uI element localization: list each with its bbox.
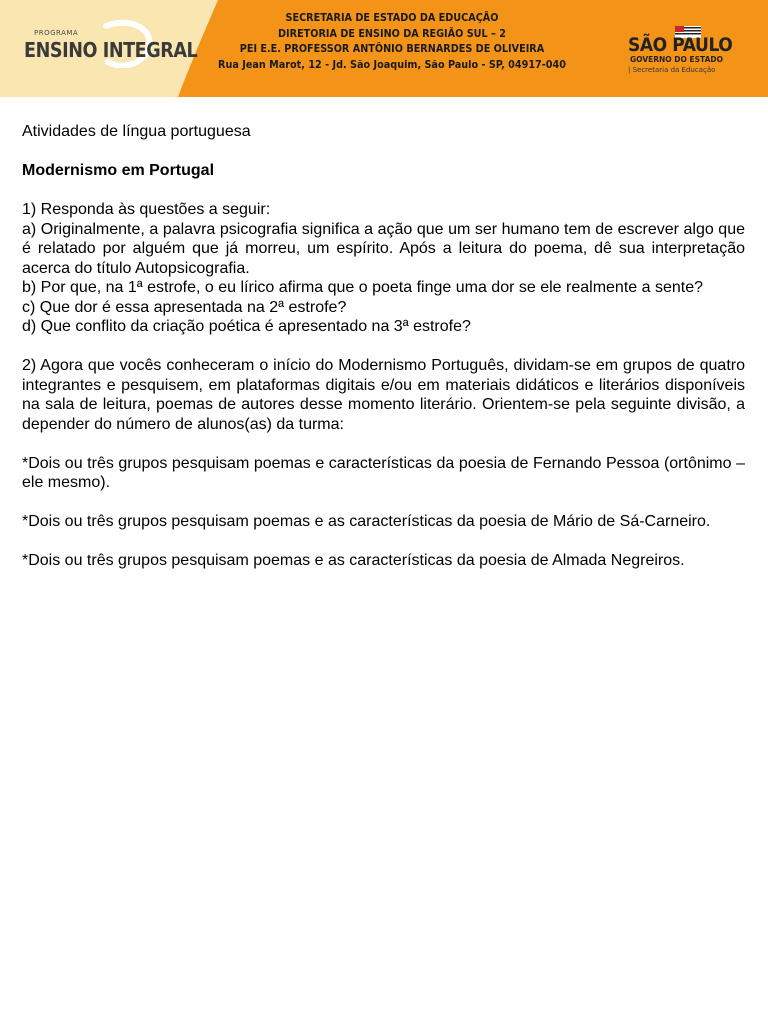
state-logo-secretaria: | Secretaria da Educação: [628, 66, 716, 74]
question-2: 2) Agora que vocês conheceram o início do Modernismo Português, dividam-se em grupos de quatro integrantes e pesquisem, em plataformas digitais e/ou em materiais didáticos e literários disponíveis na sala de leitura, poemas de autores desse momento literário. Orientem-se pela seguinte divisão, a depender do número de alunos(as) da turma:: [22, 357, 745, 433]
header-line-secretaria: SECRETARIA DE ESTADO DA EDUCAÇÃO: [285, 12, 499, 24]
page-header: [0, 0, 768, 97]
question-1b: b) Por que, na 1ª estrofe, o eu lírico afirma que o poeta finge uma dor se ele realmente a sente?: [22, 279, 703, 296]
logo-program-label: PROGRAMA: [34, 29, 79, 37]
header-line-diretoria: DIRETORIA DE ENSINO DA REGIÃO SUL – 2: [278, 27, 506, 40]
group-instruction-1: *Dois ou três grupos pesquisam poemas e características da poesia de Fernando Pessoa (ortônimo – ele mesmo).: [22, 454, 745, 491]
question-1d: d) Que conflito da criação poética é apresentado na 3ª estrofe?: [22, 318, 471, 335]
group-instruction-2: *Dois ou três grupos pesquisam poemas e as características da poesia de Mário de Sá-Carneiro.: [22, 513, 711, 530]
question-1a: a) Originalmente, a palavra psicografia significa a ação que um ser humano tem de escrever algo que é relatado por alguém que já morreu, um espírito. Após a leitura do poema, dê sua interpretação acerca do título Autopsicografia.: [22, 220, 745, 277]
state-logo-subtitle: GOVERNO DO ESTADO: [630, 55, 723, 64]
question-1-intro: 1) Responda às questões a seguir:: [22, 201, 271, 218]
question-1c: c) Que dor é essa apresentada na 2ª estrofe?: [22, 298, 347, 316]
header-institution-text: [192, 11, 592, 73]
state-logo-title: SÃO PAULO: [628, 34, 733, 56]
group-instruction-3: *Dois ou três grupos pesquisam poemas e as características da poesia de Almada Negreiros.: [22, 552, 685, 569]
sao-paulo-state-logo: [628, 24, 748, 80]
logo-title: ENSINO INTEGRAL: [24, 38, 198, 62]
header-line-school: PEI E.E. PROFESSOR ANTÔNIO BERNARDES DE OLIVEIRA: [239, 43, 545, 55]
header-line-address: Rua Jean Marot, 12 - Jd. São Joaquim, São Paulo - SP, 04917-040: [218, 58, 566, 71]
document-title: Atividades de língua portuguesa: [22, 123, 251, 140]
document-subtitle: Modernismo em Portugal: [22, 162, 215, 179]
document-body: [22, 122, 745, 571]
